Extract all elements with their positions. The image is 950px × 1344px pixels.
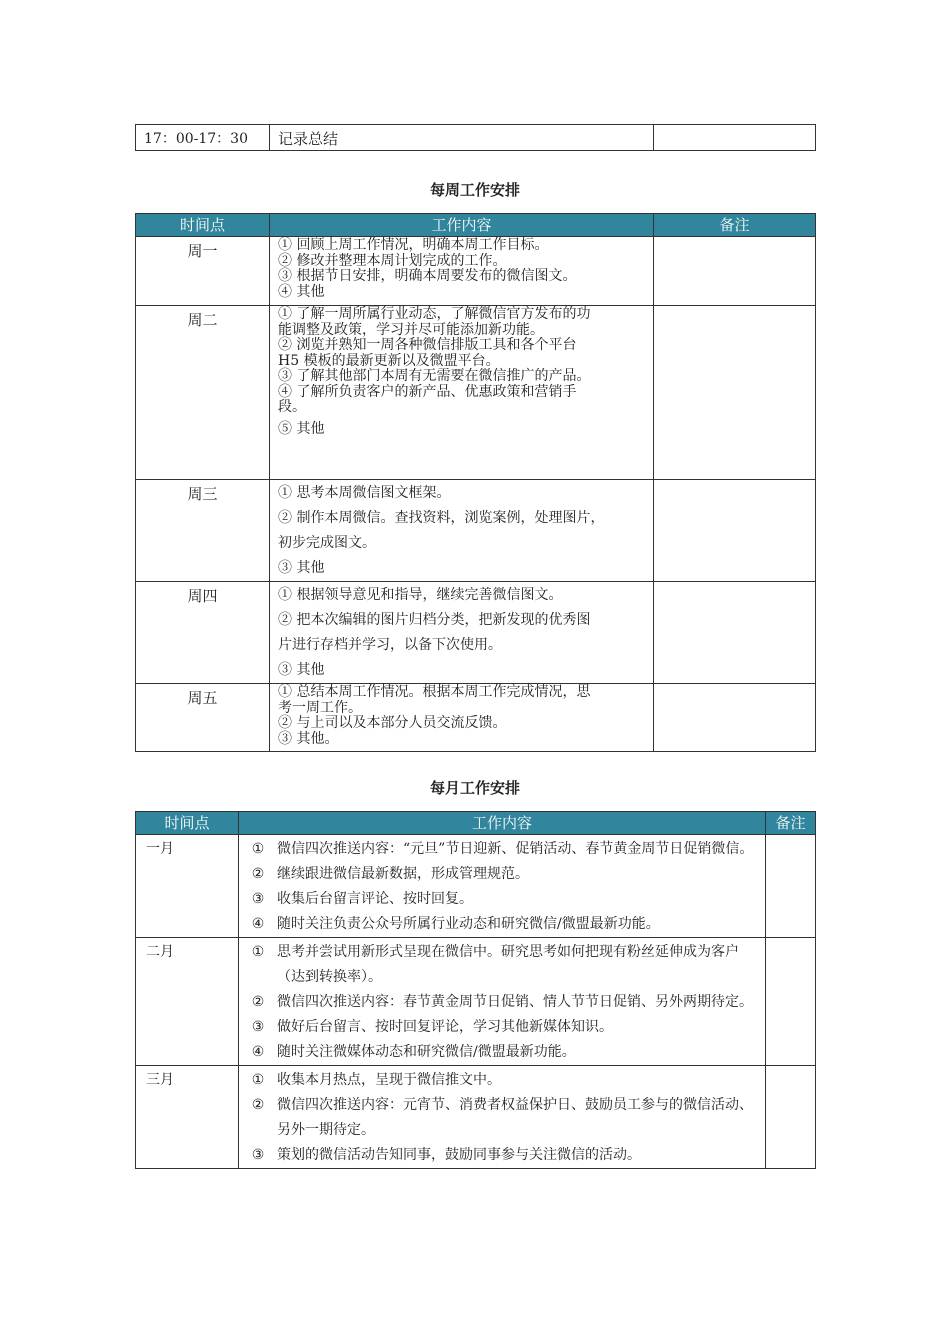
item-text: 微信四次推送内容：元宵节、消费者权益保护日、鼓励员工参与的微信活动、另外一期待定。 <box>277 1097 753 1138</box>
item-text: 继续跟进微信最新数据，形成管理规范。 <box>277 866 529 882</box>
content-line: 段。 <box>278 399 306 415</box>
weekly-row <box>136 582 816 684</box>
note-cell <box>654 237 816 306</box>
schedule-table-tail <box>135 124 816 151</box>
day-cell: 周二 <box>136 306 270 480</box>
content-line: ④ 了解所负责客户的新产品、优惠政策和营销手 <box>278 383 577 400</box>
item-number: ① <box>251 1072 265 1088</box>
content-line: ① 根据领导意见和指导，继续完善微信图文。 <box>278 587 563 603</box>
content-line: ④ 其他 <box>278 283 325 300</box>
content-line: ① 了解一周所属行业动态，了解微信官方发布的功 <box>278 306 591 322</box>
list-item <box>239 940 759 990</box>
month-cell: 三月 <box>136 1066 239 1169</box>
list-item <box>239 887 759 912</box>
note-cell <box>654 480 816 582</box>
day-cell: 周四 <box>136 582 270 684</box>
list-item <box>239 1040 759 1065</box>
header-content: 工作内容 <box>270 214 654 237</box>
content-line: ② 与上司以及本部分人员交流反馈。 <box>278 715 507 731</box>
item-number: ③ <box>251 1019 265 1035</box>
time-cell: 17：00-17：30 <box>136 125 270 151</box>
day-cell: 周一 <box>136 237 270 306</box>
content-cell <box>270 480 654 582</box>
month-cell: 一月 <box>136 835 239 938</box>
note-cell <box>766 835 816 938</box>
content-line: 能调整及政策，学习并尽可能添加新功能。 <box>278 321 544 338</box>
item-text: 策划的微信活动告知同事，鼓励同事参与关注微信的活动。 <box>277 1147 641 1163</box>
note-cell <box>766 938 816 1066</box>
content-line: ① 回顾上周工作情况，明确本周工作目标。 <box>278 237 549 253</box>
note-cell <box>766 1066 816 1169</box>
content-line: ⑤ 其他 <box>278 420 325 437</box>
item-number: ④ <box>251 916 265 932</box>
note-cell <box>654 306 816 480</box>
header-note: 备注 <box>766 812 816 835</box>
item-text: 随时关注负责公众号所属行业动态和研究微信/微盟最新功能。 <box>277 916 660 932</box>
monthly-row <box>136 1066 816 1169</box>
weekly-row <box>136 237 816 306</box>
content-cell <box>239 835 766 938</box>
item-text: 微信四次推送内容：“元旦”节日迎新、促销活动、春节黄金周节日促销微信。 <box>277 841 754 857</box>
content-line: ③ 根据节日安排，明确本周要发布的微信图文。 <box>278 268 577 284</box>
content-line: 初步完成图文。 <box>278 535 376 551</box>
content-cell <box>270 684 654 752</box>
weekly-header-row <box>136 214 816 237</box>
note-cell <box>654 582 816 684</box>
list-item <box>239 912 759 937</box>
day-cell: 周三 <box>136 480 270 582</box>
content-cell <box>270 306 654 480</box>
item-number: ③ <box>251 891 265 907</box>
header-note: 备注 <box>654 214 816 237</box>
item-text: 收集后台留言评论、按时回复。 <box>277 891 473 907</box>
content-line: ③ 其他 <box>278 560 325 576</box>
list-item <box>239 862 759 887</box>
weekly-row <box>136 480 816 582</box>
list-item <box>239 1143 759 1168</box>
header-time: 时间点 <box>136 214 270 237</box>
list-item <box>239 837 759 862</box>
header-time: 时间点 <box>136 812 239 835</box>
content-line: ③ 其他。 <box>278 730 339 747</box>
monthly-table <box>135 811 816 1169</box>
item-number: ④ <box>251 1044 265 1060</box>
content-cell: 记录总结 <box>270 125 654 151</box>
item-number: ② <box>251 994 265 1010</box>
content-line: ① 总结本周工作情况。根据本周工作完成情况，思 <box>278 684 591 700</box>
item-number: ② <box>251 1097 265 1113</box>
item-text: 随时关注微媒体动态和研究微信/微盟最新功能。 <box>277 1044 576 1060</box>
day-cell: 周五 <box>136 684 270 752</box>
content-line: ② 把本次编辑的图片归档分类，把新发现的优秀图 <box>278 612 591 628</box>
content-cell <box>270 237 654 306</box>
note-cell <box>654 684 816 752</box>
weekly-row <box>136 306 816 480</box>
list-item <box>239 1015 759 1040</box>
content-line: ① 思考本周微信图文框架。 <box>278 485 451 501</box>
item-number: ③ <box>251 1147 265 1163</box>
content-line: ② 浏览并熟知一周各种微信排版工具和各个平台 <box>278 337 577 353</box>
item-number: ① <box>251 841 265 857</box>
content-line: ② 修改并整理本周计划完成的工作。 <box>278 252 507 269</box>
monthly-row <box>136 835 816 938</box>
header-content: 工作内容 <box>239 812 766 835</box>
content-cell <box>239 1066 766 1169</box>
month-cell: 二月 <box>136 938 239 1066</box>
content-cell <box>270 582 654 684</box>
weekly-table <box>135 213 816 752</box>
content-line: 考一周工作。 <box>278 699 362 716</box>
weekly-row <box>136 684 816 752</box>
item-text: 做好后台留言、按时回复评论，学习其他新媒体知识。 <box>277 1019 613 1035</box>
item-number: ② <box>251 866 265 882</box>
content-line: 片进行存档并学习，以备下次使用。 <box>278 637 502 653</box>
content-line: ③ 其他 <box>278 662 325 678</box>
weekly-title: 每周工作安排 <box>429 181 520 199</box>
content-cell <box>239 938 766 1066</box>
list-item <box>239 1068 759 1093</box>
item-text: 收集本月热点，呈现于微信推文中。 <box>277 1072 501 1088</box>
monthly-header-row <box>136 812 816 835</box>
monthly-row <box>136 938 816 1066</box>
content-line: H5 模板的最新更新以及微盟平台。 <box>278 352 500 369</box>
item-text: 思考并尝试用新形式呈现在微信中。研究思考如何把现有粉丝延伸成为客户（达到转换率）。 <box>277 944 739 985</box>
content-line: ② 制作本周微信。查找资料，浏览案例，处理图片， <box>278 510 605 526</box>
item-text: 微信四次推送内容：春节黄金周节日促销、情人节节日促销、另外两期待定。 <box>277 994 753 1010</box>
content-line: ③ 了解其他部门本周有无需要在微信推广的产品。 <box>278 368 591 384</box>
item-number: ① <box>251 944 265 960</box>
list-item <box>239 990 759 1015</box>
monthly-title: 每月工作安排 <box>429 779 520 797</box>
list-item <box>239 1093 759 1143</box>
note-cell <box>654 125 816 151</box>
